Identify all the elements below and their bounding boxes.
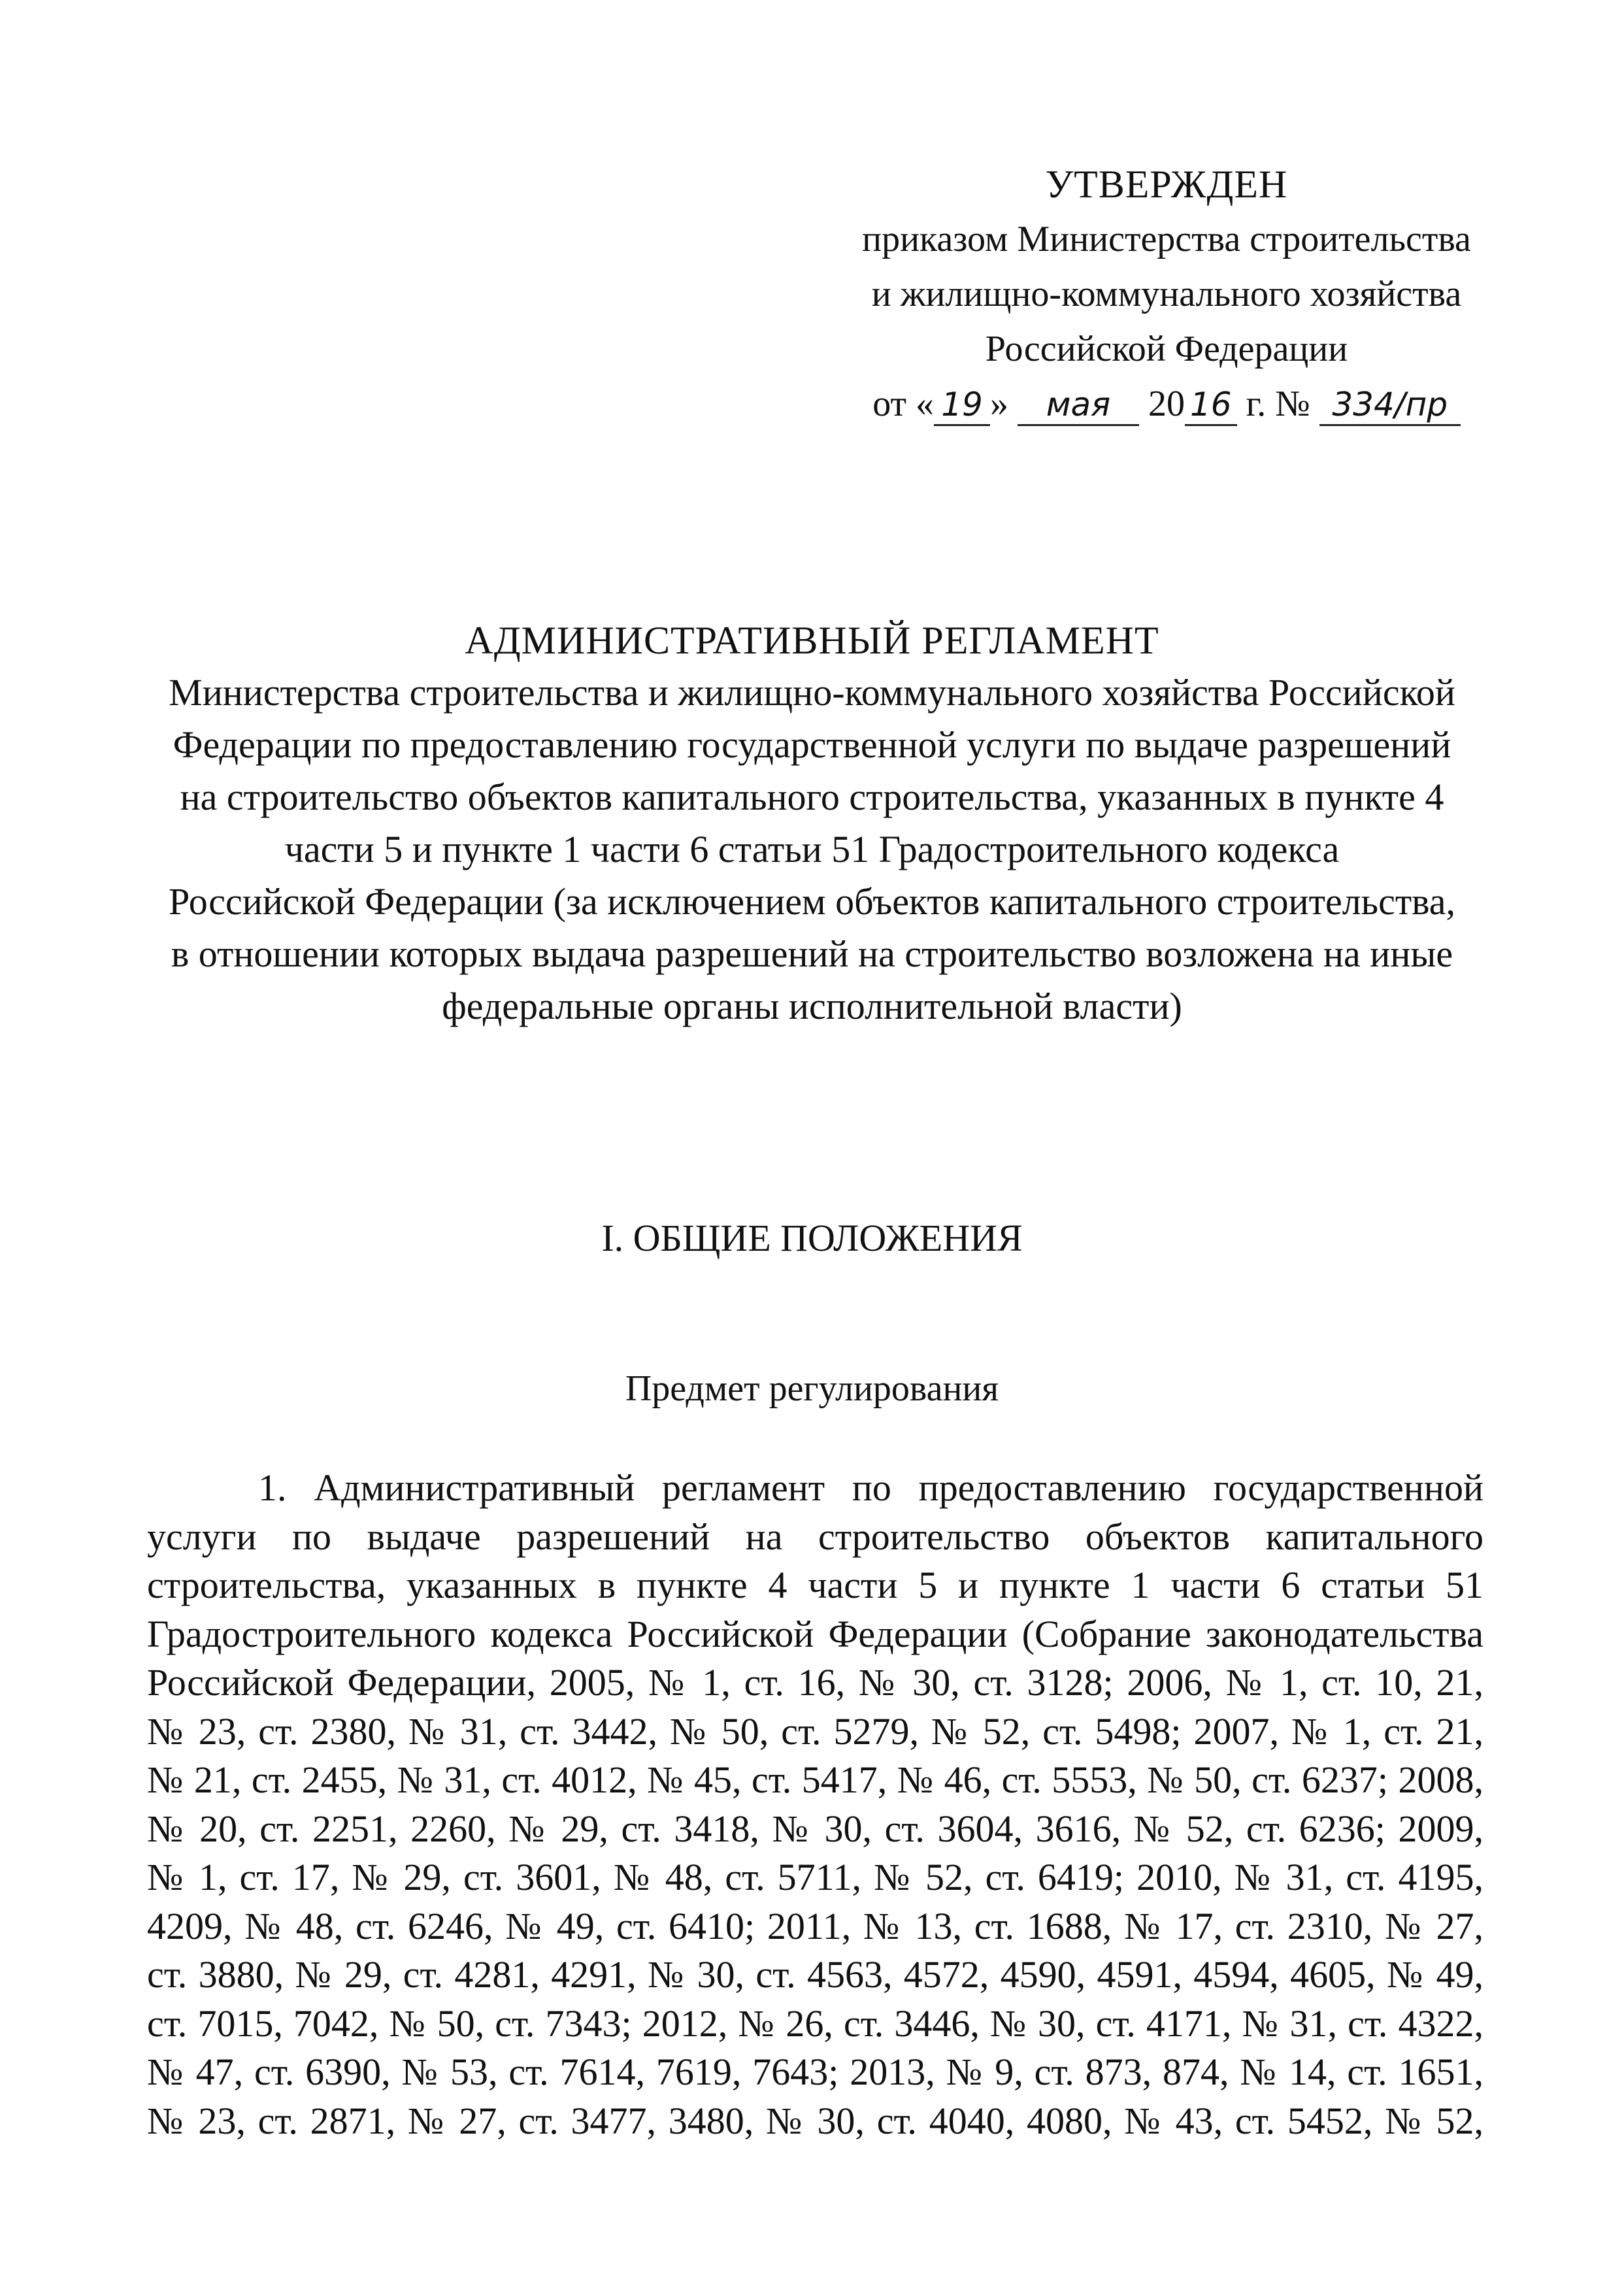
approval-date-line: [850, 376, 1483, 431]
approval-heading: УТВЕРЖДЕН: [1045, 163, 1288, 206]
paragraph-line: 4209, № 48, ст. 6246, № 49, ст. 6410; 2011, № 13, ст. 1688, № 17, ст. 2310, № 27,: [147, 1904, 1483, 1947]
section-heading: I. ОБЩИЕ ПОЛОЖЕНИЯ: [601, 1217, 1023, 1259]
paragraph-line: № 21, ст. 2455, № 31, ст. 4012, № 45, ст. 5417, № 46, ст. 5553, № 50, ст. 6237; 2008,: [147, 1758, 1483, 1801]
title-line: федеральные органы исполнительной власти): [442, 985, 1182, 1027]
body-paragraph: [147, 1464, 1483, 2145]
paragraph-line: Российской Федерации, 2005, № 1, ст. 16, № 30, ст. 3128; 2006, № 1, ст. 10, 21,: [147, 1661, 1483, 1704]
section-subheading: Предмет регулирования: [625, 1368, 999, 1409]
paragraph-line: 1. Административный регламент по предоставлению государственной: [258, 1466, 1483, 1509]
paragraph-line: строительства, указанных в пункте 4 части 5 и пункте 1 части 6 статьи 51: [147, 1564, 1483, 1606]
title-line: в отношении которых выдача разрешений на строительство возложена на иные: [171, 933, 1453, 975]
handwritten-month: мая: [1018, 385, 1139, 426]
handwritten-order-number: 334/пр: [1319, 385, 1461, 426]
paragraph-line: № 20, ст. 2251, 2260, № 29, ст. 3418, № 30, ст. 3604, 3616, № 52, ст. 6236; 2009,: [147, 1807, 1483, 1850]
year-prefix: 20: [1148, 384, 1185, 424]
date-prefix: от «: [872, 384, 934, 424]
paragraph-line: № 1, ст. 17, № 29, ст. 3601, № 48, ст. 5711, № 52, ст. 6419; 2010, № 31, ст. 4195,: [147, 1856, 1483, 1898]
title-line: Российской Федерации (за исключением объектов капитального строительства,: [168, 880, 1456, 923]
handwritten-day: 19: [934, 385, 990, 426]
approval-line: и жилищно-коммунального хозяйства: [871, 274, 1462, 314]
date-after-year: г. №: [1236, 384, 1310, 424]
approval-block: [850, 157, 1483, 431]
date-after-day: »: [990, 384, 1008, 424]
approval-line: приказом Министерства строительства: [862, 219, 1471, 259]
title-line: на строительство объектов капитального строительства, указанных в пункте 4: [180, 776, 1444, 818]
paragraph-line: № 47, ст. 6390, № 53, ст. 7614, 7619, 7643; 2013, № 9, ст. 873, 874, № 14, ст. 1651,: [147, 2051, 1483, 2093]
title-line: Федерации по предоставлению государственной услуги по выдаче разрешений: [173, 723, 1451, 766]
title-line: Министерства строительства и жилищно-коммунального хозяйства Российской: [169, 671, 1455, 714]
handwritten-year: 16: [1185, 385, 1237, 426]
paragraph-line: № 23, ст. 2380, № 31, ст. 3442, № 50, ст. 5279, № 52, ст. 5498; 2007, № 1, ст. 21,: [147, 1709, 1483, 1753]
paragraph-line: услуги по выдаче разрешений на строительство объектов капитального: [147, 1515, 1483, 1558]
regulation-title-block: [131, 614, 1493, 1032]
paragraph-line: № 23, ст. 2871, № 27, ст. 3477, 3480, № 30, ст. 4040, 4080, № 43, ст. 5452, № 52,: [147, 2099, 1483, 2142]
regulation-title: АДМИНИСТРАТИВНЫЙ РЕГЛАМЕНТ: [465, 619, 1159, 662]
paragraph-line: Градостроительного кодекса Российской Федерации (Собрание законодательства: [147, 1612, 1483, 1655]
paragraph-line: ст. 7015, 7042, № 50, ст. 7343; 2012, № 26, ст. 3446, № 30, ст. 4171, № 31, ст. 4322,: [147, 2002, 1483, 2045]
title-line: части 5 и пункте 1 части 6 статьи 51 Градостроительного кодекса: [284, 828, 1340, 870]
approval-line: Российской Федерации: [985, 329, 1348, 369]
paragraph-line: ст. 3880, № 29, ст. 4281, 4291, № 30, ст. 4563, 4572, 4590, 4591, 4594, 4605, № 49,: [147, 1953, 1483, 1996]
